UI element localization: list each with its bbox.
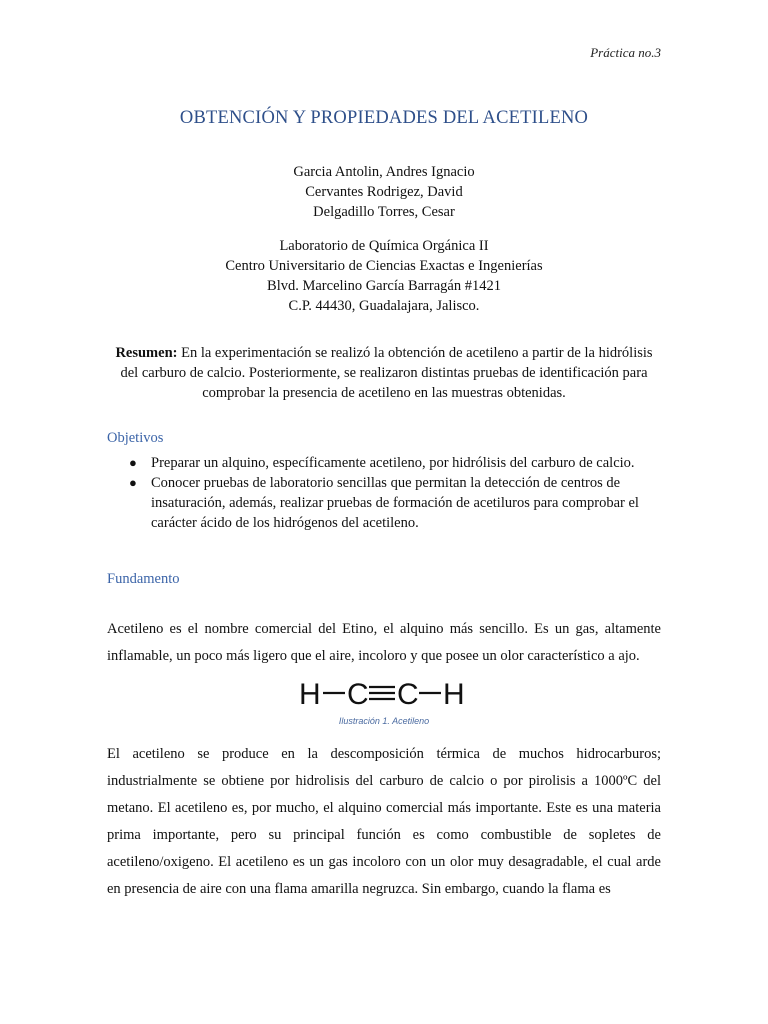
bullet-icon: ● — [129, 455, 137, 470]
author-name: Garcia Antolin, Andres Ignacio — [293, 164, 475, 180]
acetylene-structure-figure — [297, 675, 467, 711]
list-item — [107, 453, 662, 473]
abstract — [110, 343, 658, 403]
bullet-icon: ● — [129, 475, 137, 490]
author-name: Delgadillo Torres, Cesar — [313, 204, 455, 220]
hydrogen-atom-left: H — [299, 678, 321, 711]
objectives-heading: Objetivos — [107, 430, 164, 446]
author-list — [0, 162, 768, 222]
objective-text: Conocer pruebas de laboratorio sencillas que permitan la detección de centros de insaturación, además, realizar pruebas de formación de acetiluros para comprobar el carácter ácido de los hidrógenos del acetileno. — [151, 475, 639, 531]
list-item — [107, 473, 662, 533]
fundamento-heading: Fundamento — [107, 571, 180, 587]
author-name: Cervantes Rodrigez, David — [305, 184, 463, 200]
affiliation-block — [0, 236, 768, 316]
affiliation-line: Laboratorio de Química Orgánica II — [279, 238, 489, 254]
abstract-label: Resumen: — [115, 345, 178, 361]
carbon-atom-1: C — [347, 678, 369, 711]
abstract-text: En la experimentación se realizó la obtención de acetileno a partir de la hidrólisis del carburo de calcio. Posteriormente, se realizaron distintas pruebas de identificación para comprobar la presencia de acetileno en las muestras obtenidas. — [120, 345, 653, 401]
fundamento-paragraph-1: Acetileno es el nombre comercial del Etino, el alquino más sencillo. Es un gas, altamente inflamable, un poco más ligero que el aire, incoloro y que posee un olor característico a ajo. — [107, 621, 661, 664]
affiliation-line: Blvd. Marcelino García Barragán #1421 — [267, 278, 501, 294]
fundamento-paragraph-2: El acetileno se produce en la descomposición térmica de muchos hidrocarburos; industrialmente se obtiene por hidrolisis del carburo de calcio o por pirolisis a 1000ºC del metano. El acetileno es, por mucho, el alquino comercial más importante. Este es una materia prima importante, pero su principal función es como combustible de sopletes de acetileno/oxigeno. El acetileno es un gas incoloro con un olor muy desagradable, el cual arde en presencia de aire con una flama amarilla negruzca. Sin embargo, cuando la flama es — [107, 746, 661, 897]
objective-text: Preparar un alquino, específicamente acetileno, por hidrólisis del carburo de calcio. — [151, 455, 635, 471]
carbon-atom-2: C — [397, 678, 419, 711]
document-title: OBTENCIÓN Y PROPIEDADES DEL ACETILENO — [179, 108, 589, 128]
figure-caption: Ilustración 1. Acetileno — [338, 716, 430, 726]
practice-number: Práctica no.3 — [590, 45, 661, 60]
objectives-list — [107, 453, 662, 533]
affiliation-line: C.P. 44430, Guadalajara, Jalisco. — [288, 298, 480, 314]
affiliation-line: Centro Universitario de Ciencias Exactas e Ingenierías — [225, 258, 543, 274]
hydrogen-atom-right: H — [443, 678, 465, 711]
triple-bond — [369, 687, 395, 699]
